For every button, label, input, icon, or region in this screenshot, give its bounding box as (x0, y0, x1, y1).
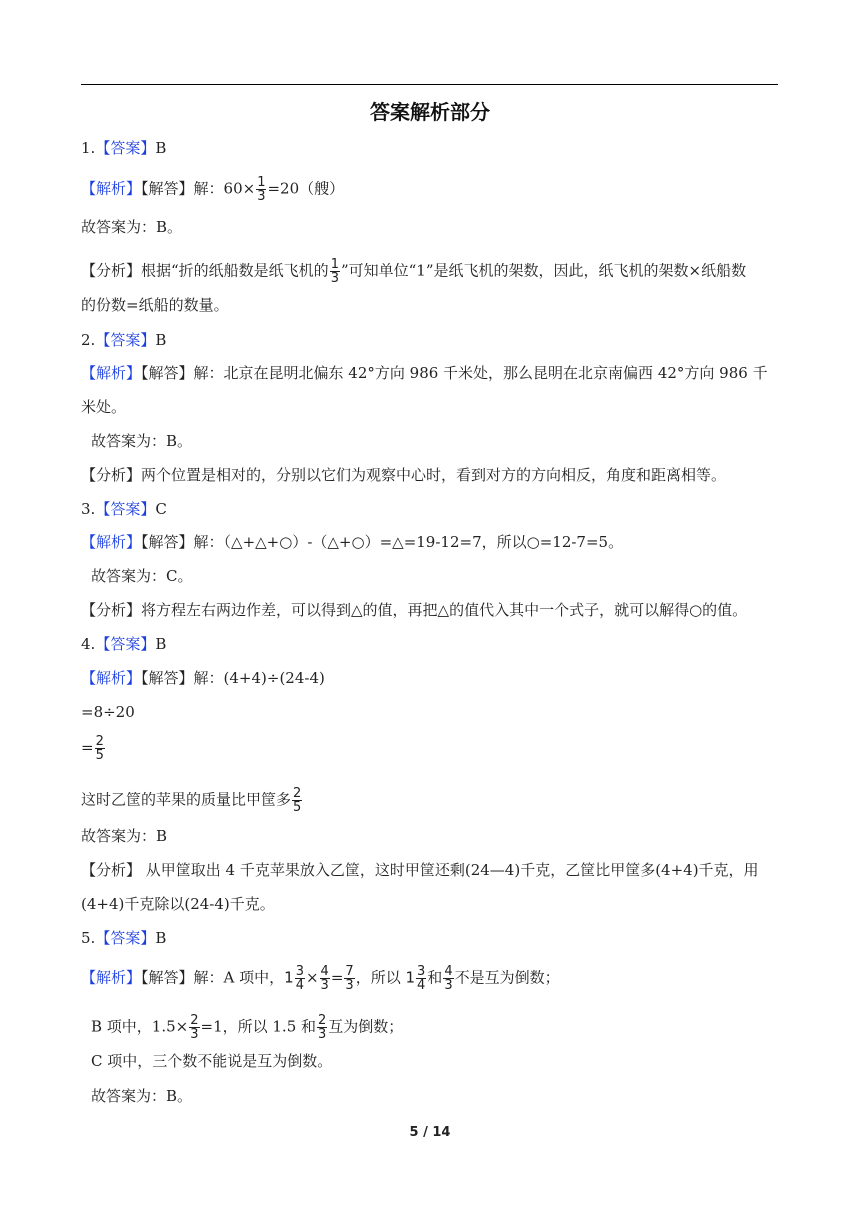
q2-answer: B (155, 331, 167, 349)
fraction (256, 176, 266, 203)
equals-sign: = (81, 738, 94, 757)
q5-conclusion: 故答案为：B。 (91, 1087, 193, 1105)
fraction (416, 965, 426, 992)
page-title: 答案解析部分 (370, 100, 490, 124)
q5-solution-line1 (81, 965, 560, 992)
q3-answer: C (155, 500, 167, 518)
frac-num: 4 (320, 964, 329, 979)
q1-analysis-text-2: ”可知单位“1”是纸飞机的架数，因此，纸飞机的架数×纸船数 (340, 261, 747, 280)
jieda-label: 【解答】 (141, 968, 194, 987)
q4-number: 4. (81, 635, 96, 653)
fraction (189, 1014, 199, 1041)
q4-result-line (81, 787, 303, 814)
q2-analysis-text: 两个位置是相对的，分别以它们为观察中心时，看到对方的方向相反，角度和距离相等。 (141, 466, 727, 484)
q1-solution-text: 解：60× (193, 179, 256, 198)
q4-result-text: 这时乙筐的苹果的质量比甲筐多 (81, 790, 292, 809)
frac-den: 3 (318, 1027, 327, 1042)
q4-conclusion: 故答案为：B (81, 827, 168, 845)
q4-analysis-text: 从甲筐取出 4 千克苹果放入乙筐，这时甲筐还剩(24—4)千克，乙筐比甲筐多(4+4)千克，用 (141, 861, 759, 879)
fenxi-label: 【分析】 (81, 466, 142, 484)
jiexi-label: 【解析】 (81, 669, 142, 687)
q1-analysis-text: 根据“折的纸船数是纸飞机的 (141, 261, 329, 280)
q5-line2-text-2: =1，所以 1.5 和 (200, 1017, 317, 1036)
jieda-label: 【解答】 (141, 364, 194, 382)
q3-conclusion: 故答案为：C。 (91, 567, 193, 585)
frac-num: 3 (295, 964, 304, 979)
q4-solution-line (81, 668, 325, 688)
mixed-number-whole: 1 (284, 968, 294, 987)
frac-num: 2 (95, 734, 104, 749)
frac-num: 2 (293, 786, 302, 801)
jiexi-label: 【解析】 (81, 968, 142, 987)
jieda-label: 【解答】 (141, 179, 194, 198)
answer-label: 【答案】 (95, 500, 156, 518)
q5-line2-text-3: 互为倒数； (328, 1017, 404, 1036)
frac-den: 4 (295, 978, 304, 993)
q1-answer-line (81, 138, 166, 158)
answer-label: 【答案】 (95, 331, 156, 349)
q1-answer: B (155, 139, 167, 157)
fraction (317, 1014, 327, 1041)
q5-solution-line2 (91, 1014, 403, 1041)
header-rule (81, 84, 778, 85)
fraction (295, 965, 305, 992)
fraction (320, 965, 330, 992)
q3-number: 3. (81, 500, 96, 518)
mixed-number-whole: 1 (405, 968, 416, 987)
q2-analysis-line (81, 465, 726, 485)
frac-num: 2 (190, 1013, 199, 1028)
jiexi-label: 【解析】 (81, 533, 142, 551)
q4-answer: B (155, 635, 167, 653)
q4-answer-line (81, 634, 166, 654)
fenxi-label: 【分析】 (81, 601, 142, 619)
fraction (344, 965, 354, 992)
fenxi-label: 【分析】 (81, 861, 142, 879)
q5-answer-line (81, 928, 166, 948)
fenxi-label: 【分析】 (81, 261, 142, 280)
q2-solution-line1 (81, 363, 768, 383)
q1-number: 1. (81, 139, 96, 157)
fraction (292, 787, 302, 814)
q2-conclusion: 故答案为：B。 (91, 432, 193, 450)
q5-number: 5. (81, 929, 96, 947)
q1-analysis-line2: 的份数=纸船的数量。 (81, 296, 229, 314)
jieda-label: 【解答】 (141, 533, 194, 551)
frac-den: 3 (257, 189, 266, 204)
times-sign: × (305, 968, 319, 987)
frac-den: 3 (320, 978, 329, 993)
frac-den: 4 (417, 978, 426, 993)
frac-num: 4 (444, 964, 453, 979)
fraction (330, 258, 340, 285)
answer-label: 【答案】 (95, 929, 156, 947)
q2-answer-line (81, 330, 166, 350)
q2-number: 2. (81, 331, 96, 349)
answer-label: 【答案】 (95, 635, 156, 653)
frac-den: 5 (95, 748, 104, 763)
jiexi-label: 【解析】 (81, 179, 142, 198)
equals-sign: = (330, 968, 344, 987)
q4-solution-text: 解：(4+4)÷(24-4) (193, 669, 325, 687)
frac-num: 3 (417, 964, 426, 979)
q1-conclusion: 故答案为：B。 (81, 218, 183, 236)
q2-solution-line2: 米处。 (81, 398, 127, 416)
q1-solution-result: =20（艘） (267, 179, 345, 198)
frac-num: 7 (345, 964, 354, 979)
q2-solution-text: 解：北京在昆明北偏东 42°方向 986 千米处，那么昆明在北京南偏西 42°方向 986 千 (193, 364, 768, 382)
q5-line1-text-3: 不是互为倒数； (454, 968, 560, 987)
jieda-label: 【解答】 (141, 669, 194, 687)
q5-answer: B (155, 929, 167, 947)
frac-den: 3 (330, 271, 339, 286)
jiexi-label: 【解析】 (81, 364, 142, 382)
q4-analysis-line1 (81, 860, 759, 880)
q5-line2-text: B 项中，1.5× (91, 1017, 189, 1036)
and-text: 和 (427, 968, 443, 987)
q5-line1-text-2: ，所以 (355, 968, 406, 987)
q5-solution-line3: C 项中，三个数不能说是互为倒数。 (91, 1052, 333, 1070)
frac-den: 5 (293, 800, 302, 815)
fraction (95, 735, 105, 762)
frac-num: 1 (257, 175, 266, 190)
fraction (443, 965, 453, 992)
q1-solution-line (81, 176, 344, 203)
q4-step1: =8÷20 (81, 703, 135, 721)
answer-label: 【答案】 (95, 139, 156, 157)
q5-line1-text: 解：A 项中， (193, 968, 285, 987)
q4-analysis-line2: (4+4)千克除以(24-4)千克。 (81, 895, 275, 913)
q3-solution-text: 解：（△+△+○）-（△+○）=△=19-12=7，所以○=12-7=5。 (193, 533, 624, 551)
frac-num: 1 (330, 257, 339, 272)
frac-num: 2 (318, 1013, 327, 1028)
frac-den: 3 (190, 1027, 199, 1042)
page-number: 5 / 14 (409, 1125, 451, 1140)
q3-answer-line (81, 499, 167, 519)
q3-analysis-text: 将方程左右两边作差，可以得到△的值，再把△的值代入其中一个式子，就可以解得○的值。 (141, 601, 748, 619)
frac-den: 3 (444, 978, 453, 993)
q3-solution-line (81, 532, 623, 552)
q3-analysis-line (81, 600, 747, 620)
q1-analysis-line1 (81, 258, 746, 285)
q4-step2 (81, 735, 106, 762)
frac-den: 3 (345, 978, 354, 993)
